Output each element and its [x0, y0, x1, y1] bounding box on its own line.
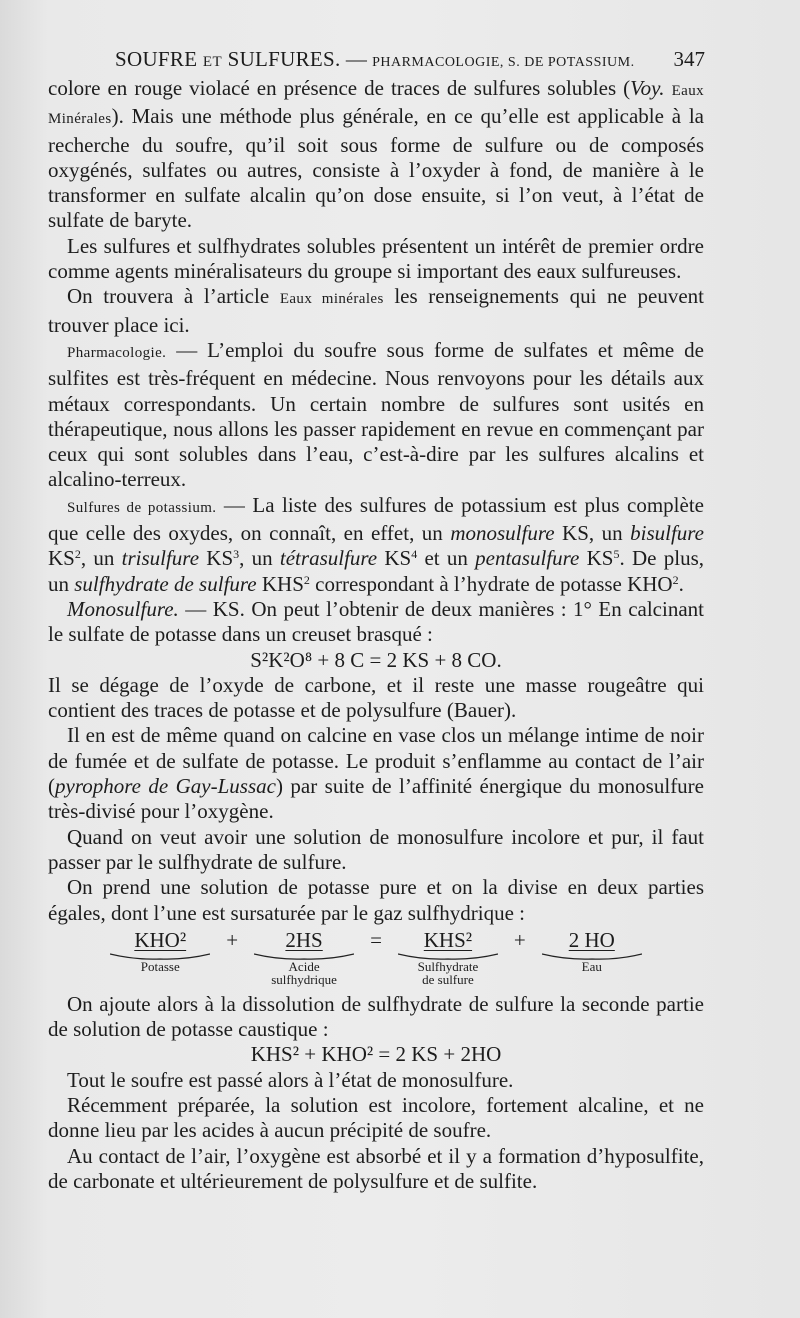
paragraph-13: Récemment préparée, la solution est incolore, fortement alcaline, et ne donne lieu par les acides à aucun précipité de soufre. — [48, 1092, 704, 1143]
p1-rest: ). Mais une méthode plus générale, en ce qu’elle est applicable à la recherche du soufre, qu’il soit sous forme de sulfure ou de composés oxygénés, sulfates ou autres, consiste à l’oxyder à fond, de manière à le transformer en sulfate alcalin qu’on dose ensuite, si l’on veut, à l’état de sulfate de baryte. — [48, 104, 704, 233]
eq2-label-acide-1: Acide — [288, 958, 320, 974]
paragraph-7: Il se dégage de l’oxyde de carbone, et il reste une masse rougeâtre qui contient des traces de potasse et de polysulfure (Bauer). — [48, 672, 704, 723]
p5-c: KS — [48, 546, 75, 571]
p5-k: KHS — [256, 571, 304, 596]
paragraph-10: On prend une solution de potasse pure et on la divise en deux parties égales, dont l’une est sursaturée par le gaz sulfhydrique : — [48, 875, 704, 925]
p5-trisulfure: trisulfure — [121, 546, 200, 571]
p5-g: KS — [377, 546, 412, 571]
header-section: PHARMACOLOGIE, S. DE POTASSIUM. — [372, 55, 635, 70]
header-title-et: ET — [202, 54, 223, 70]
sulfures-potassium-label: Sulfures de potassium. — [67, 499, 217, 516]
p3-b: les renseignements qui ne peuvent trouver place ici. — [48, 284, 704, 337]
p5-j: . De plus, un — [48, 546, 704, 596]
paragraph-12: Tout le soufre est passé alors à l’état de monosulfure. — [67, 1067, 514, 1092]
p5-k-sup: 2 — [303, 572, 310, 587]
monosulfure-label: Monosulfure. — [67, 596, 179, 621]
eq2-label-sulfhydrate-1: Sulfhydrate — [417, 958, 479, 974]
p1-text: colore en rouge violacé en présence de traces de sulfures solubles ( — [48, 76, 631, 100]
p5-e: KS — [199, 546, 234, 571]
p5-l-sup: 2 — [672, 572, 679, 587]
p5-pentasulfure: pentasulfure — [475, 546, 580, 571]
page-body — [48, 76, 704, 1194]
eq2-formula-acide: 2HS — [285, 927, 323, 952]
paragraph-3 — [48, 284, 704, 338]
p5-l: correspondant à l’hydrate de potasse KHO — [309, 571, 673, 596]
p5-h: et un — [417, 546, 476, 571]
p5-b: KS, un — [554, 521, 631, 546]
paragraph-1 — [48, 76, 704, 234]
paragraph-sulfures-potassium — [48, 493, 704, 597]
page-number: 347 — [673, 47, 705, 71]
equation-2 — [48, 927, 704, 986]
monosulfure-text: — KS. On peut l’obtenir de deux manières : 1° En calcinant le sulfate de potasse dans un creuset brasqué : — [48, 596, 704, 647]
pharmacologie-label: Pharmacologie. — [67, 344, 167, 361]
p5-a: — La liste des sulfures de potassium est plus complète que celle des oxydes, on connaît, en effet, un — [48, 492, 704, 546]
eq2-formula-potasse: KHO² — [134, 927, 187, 952]
p5-i: KS — [579, 546, 614, 571]
p1-voy: Voy. — [630, 76, 665, 100]
p5-monosulfure: monosulfure — [450, 521, 555, 546]
p8-pyrophore: pyrophore de Gay-Lussac — [55, 774, 276, 799]
p5-tetrasulfure: tétrasulfure — [279, 546, 378, 571]
p5-g-sup: 4 — [411, 547, 418, 562]
eq2-term-acide — [254, 927, 354, 986]
running-header — [115, 44, 705, 74]
header-title-soufre: SOUFRE — [115, 47, 198, 71]
equation-1: S²K²O⁸ + 8 C = 2 KS + 8 CO. — [250, 647, 502, 672]
eq2-label-sulfhydrate-2: de sulfure — [422, 971, 474, 987]
paragraph-2: Les sulfures et sulfhydrates solubles présentent un intérêt de premier ordre comme agents minéralisateurs du groupe si important des eaux sulfureuses. — [48, 233, 704, 284]
p5-m: . — [678, 571, 684, 596]
p5-f: , un — [239, 546, 280, 571]
p5-sulfhydrate: sulfhydrate de sulfure — [74, 571, 257, 596]
p5-d: , un — [80, 546, 122, 571]
p8-b: ) par suite de l’affinité énergique du monosulfure très-divisé pour l’oxygène. — [48, 774, 704, 824]
header-title — [115, 47, 341, 71]
eq2-formula-sulfhydrate: KHS² — [423, 927, 473, 952]
eq2-formula-eau: 2 HO — [568, 927, 615, 952]
eq2-term-potasse — [110, 927, 210, 973]
eq2-label-potasse: Potasse — [140, 958, 180, 974]
eq2-label-acide-2: sulfhydrique — [271, 971, 337, 987]
paragraph-14: Au contact de l’air, l’oxygène est absorbé et il y a formation d’hyposulfite, de carbonate et ultérieurement de polysulfure et de sulfite. — [48, 1143, 704, 1193]
p5-c-sup: 2 — [74, 547, 81, 562]
p1-eaux-minerales: Eaux Minérales — [48, 83, 704, 128]
p5-i-sup: 5 — [613, 547, 620, 562]
eq2-equals: = — [370, 927, 382, 952]
p3-a: On trouvera à l’article — [67, 284, 280, 309]
header-title-sulfures: SULFURES. — [227, 47, 341, 71]
paragraph-8 — [48, 723, 704, 824]
p3-eaux-minerales: Eaux minérales — [279, 291, 384, 308]
equation-3: KHS² + KHO² = 2 KS + 2HO — [250, 1042, 502, 1067]
eq2-term-eau — [542, 927, 642, 973]
paragraph-11: On ajoute alors à la dissolution de sulfhydrate de sulfure la seconde partie de solution de potasse caustique : — [48, 991, 704, 1042]
eq2-label-eau: Eau — [581, 958, 602, 974]
p5-e-sup: 3 — [233, 547, 240, 562]
paragraph-pharmacologie — [48, 338, 704, 493]
header-dash: — — [345, 47, 367, 71]
pharmacologie-text: — L’emploi du soufre sous forme de sulfates et même de sulfites est très-fréquent en médecine. Nous renvoyons pour les détails aux métaux correspondants. Un certain nombre de sulfures sont usités en thérapeutique, nous allons les passer rapidement en revue en commençant par ceux qui sont solubles dans l’eau, c’est-à-dire par les sulfures alcalins et alcalino-terreux. — [48, 337, 704, 492]
eq2-term-sulfhydrate — [398, 927, 498, 986]
p5-bisulfure: bisulfure — [630, 521, 704, 546]
paragraph-9: Quand on veut avoir une solution de monosulfure incolore et pur, il faut passer par le sulfhydrate de sulfure. — [48, 824, 704, 874]
paragraph-monosulfure — [48, 597, 704, 648]
eq2-plus-2: + — [513, 927, 526, 952]
p8-a: Il en est de même quand on calcine en vase clos un mélange intime de noir de fumée et de sulfate de potasse. Le produit s’enflamme au contact de l’air ( — [48, 723, 704, 799]
eq2-plus-1: + — [226, 927, 239, 952]
